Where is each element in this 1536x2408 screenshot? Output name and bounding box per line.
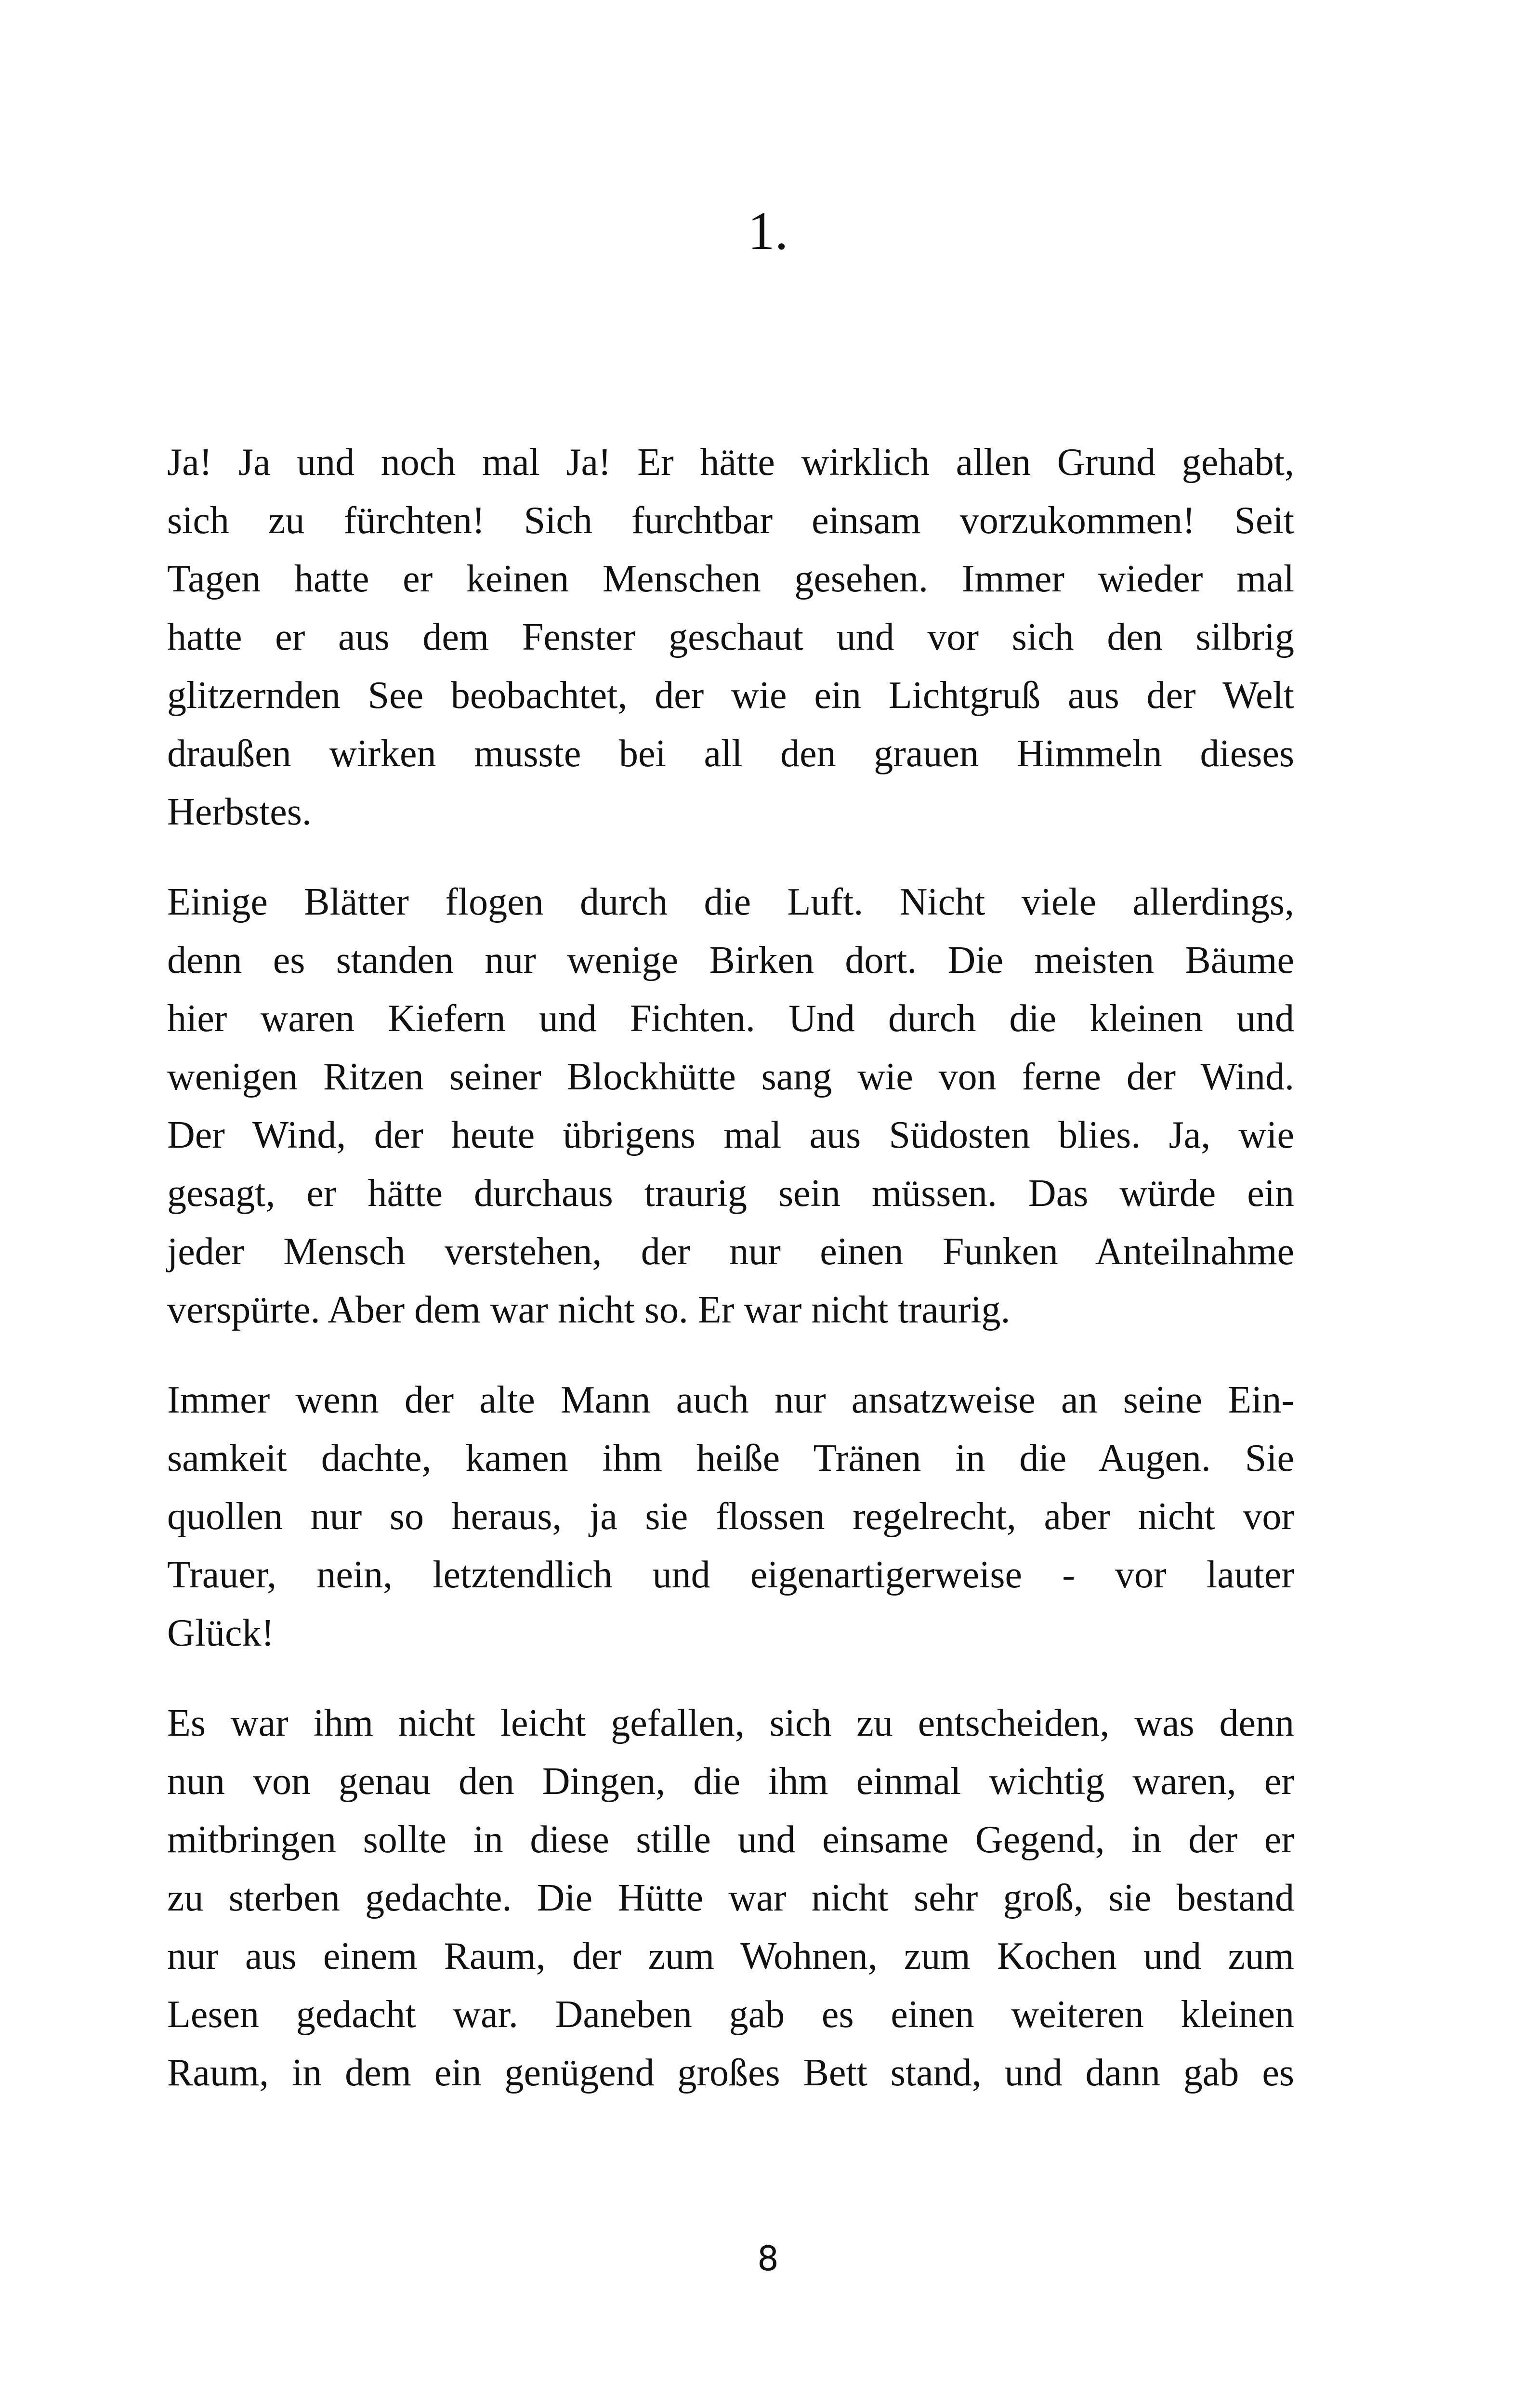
text-line: Lesen gedacht war. Daneben gab es einen weiteren kleinen xyxy=(167,1993,1294,2036)
paragraph xyxy=(167,1371,1294,1662)
text-line: hier waren Kiefern und Fichten. Und durch die kleinen und xyxy=(167,997,1294,1040)
text-line: Trauer, nein, letztendlich und eigenartigerweise - vor lauter xyxy=(167,1554,1294,1596)
paragraph xyxy=(167,1694,1294,2102)
text-line: denn es standen nur wenige Birken dort. Die meisten Bäume xyxy=(167,939,1294,982)
text-line: zu sterben gedachte. Die Hütte war nicht sehr groß, sie bestand xyxy=(167,1877,1294,1919)
text-line: Glück! xyxy=(167,1612,275,1654)
body-text xyxy=(167,433,1294,2134)
chapter-number: 1. xyxy=(748,201,788,261)
paragraph xyxy=(167,433,1294,841)
text-line: quollen nur so heraus, ja sie flossen regelrecht, aber nicht vor xyxy=(167,1495,1294,1538)
text-line: gesagt, er hätte durchaus traurig sein müssen. Das würde ein xyxy=(167,1172,1294,1215)
text-line: glitzernden See beobachtet, der wie ein Lichtgruß aus der Welt xyxy=(167,674,1294,717)
text-line: Immer wenn der alte Mann auch nur ansatzweise an seine Ein- xyxy=(167,1379,1294,1421)
text-line: Tagen hatte er keinen Menschen gesehen. Immer wieder mal xyxy=(167,558,1294,600)
text-line: draußen wirken musste bei all den grauen Himmeln dieses xyxy=(167,733,1294,775)
text-line: Ja! Ja und noch mal Ja! Er hätte wirklich allen Grund gehabt, xyxy=(167,441,1294,484)
text-line: hatte er aus dem Fenster geschaut und vor sich den silbrig xyxy=(167,616,1294,658)
page-number: 8 xyxy=(757,2239,779,2278)
text-line: wenigen Ritzen seiner Blockhütte sang wie von ferne der Wind. xyxy=(167,1056,1294,1098)
text-line: Raum, in dem ein genügend großes Bett stand, und dann gab es xyxy=(167,2052,1294,2094)
text-line: jeder Mensch verstehen, der nur einen Funken Anteilnahme xyxy=(167,1230,1294,1273)
text-line: Einige Blätter flogen durch die Luft. Nicht viele allerdings, xyxy=(167,881,1294,923)
paragraph xyxy=(167,873,1294,1339)
text-line: sich zu fürchten! Sich furchtbar einsam vorzukommen! Seit xyxy=(167,499,1294,542)
text-line: verspürte. Aber dem war nicht so. Er war nicht traurig. xyxy=(167,1289,1011,1331)
text-line: Es war ihm nicht leicht gefallen, sich zu entscheiden, was denn xyxy=(167,1702,1294,1744)
text-line: Herbstes. xyxy=(167,791,312,833)
text-line: Der Wind, der heute übrigens mal aus Südosten blies. Ja, wie xyxy=(167,1114,1294,1156)
text-line: nur aus einem Raum, der zum Wohnen, zum Kochen und zum xyxy=(167,1935,1294,1977)
text-line: mitbringen sollte in diese stille und einsame Gegend, in der er xyxy=(167,1819,1294,1861)
text-line: samkeit dachte, kamen ihm heiße Tränen in die Augen. Sie xyxy=(167,1437,1294,1479)
text-line: nun von genau den Dingen, die ihm einmal wichtig waren, er xyxy=(167,1760,1294,1803)
